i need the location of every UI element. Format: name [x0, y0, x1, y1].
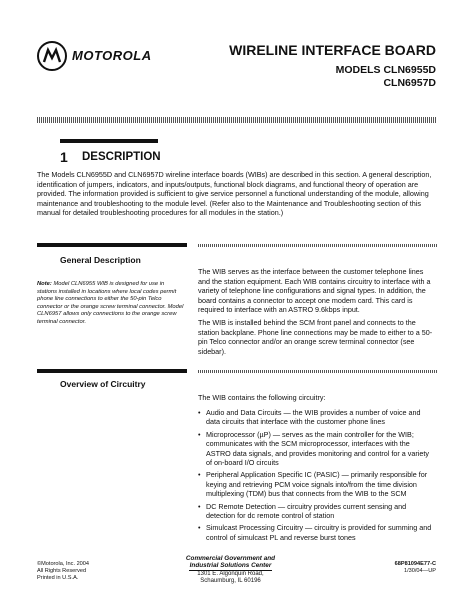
motorola-m-icon: [37, 41, 67, 71]
overview-list-container: [198, 408, 436, 545]
list-item: • Simulcast Processing Circuitry — circuitry is provided for summing and control of simulcast PL and reverse burst tones: [198, 523, 436, 542]
overview-rule: [37, 369, 187, 373]
header-divider: [37, 117, 437, 123]
sidebar-note: [37, 281, 185, 327]
center-title-1: Commercial Government and: [185, 555, 276, 562]
models-line-2: CLN6957D: [383, 77, 436, 89]
overview-lead: The WIB contains the following circuitry:: [198, 393, 326, 402]
note-label: Note:: [37, 281, 52, 287]
general-description-para-1: The WIB serves as the interface between the customer telephone lines and the station equipment. Each WIB contains circuitry to interface with a variety of telephone line configurations and signal types. In addition, the board contains a connector to accept one modem card. This card is required to interface with an ASTRO 9.6kbps input.: [198, 267, 431, 315]
models-line-1: MODELS CLN6955D: [335, 64, 436, 76]
list-item: • Audio and Data Circuits — the WIB provides a number of voice and data circuits that interface with the customer phone lines: [198, 408, 436, 427]
center-address: 1301 E. Algonquin Road, Schaumburg, IL 60196: [197, 571, 264, 584]
footer-copyright: [37, 561, 89, 582]
general-description-hatch: [198, 244, 437, 247]
general-description-rule: [37, 243, 187, 247]
section-rule: [60, 139, 158, 143]
section-title: DESCRIPTION: [82, 151, 161, 163]
note-text: Model CLN6955 WIB is designed for use in stations installed in locations where local codes permit phone line connections to either the 50-pin Telco connector or the orange screw terminal connector. Model CLN6957 allows only connections to the orange screw terminal connector.: [37, 281, 184, 325]
general-description-para-2: The WIB is installed behind the SCM front panel and connects to the station backplane. Phone line connections may be made to either to a 50-pin Telco connector and/or an orange screw terminal connector (see sidebar).: [198, 318, 433, 356]
printed-text: Printed in U.S.A.: [37, 575, 79, 581]
doc-number: 68P81094E77-C: [394, 561, 436, 567]
doc-date: 1/30/04—UP: [403, 568, 436, 574]
brand-name: MOTOROLA: [72, 48, 152, 63]
footer-center: [183, 555, 278, 585]
section-number: 1: [60, 149, 68, 165]
overview-heading: Overview of Circuitry: [60, 379, 146, 389]
list-item: • Peripheral Application Specific IC (PASIC) — primarily responsible for keying and retrieving PCM voice signals into/from the time division multiplexing (TDM) bus that connects from the WIB to the SCM: [198, 470, 436, 498]
list-item: • Microprocessor (µP) — serves as the main controller for the WIB; communicates with the SCM microprocessor, interfaces with the ASTRO data signals, and provides monitoring and control for a variety of on-board I/O circuits: [198, 430, 436, 468]
footer-doc-info: [395, 561, 436, 575]
list-item: • DC Remote Detection — circuitry provides current sensing and detection for dc remote control of station: [198, 502, 436, 521]
center-title-2: Industrial Solutions Center: [189, 562, 272, 569]
overview-list: [198, 408, 436, 542]
document-title: WIRELINE INTERFACE BOARD: [229, 42, 436, 58]
copyright-text: ©Motorola, Inc. 2004: [37, 561, 90, 567]
overview-hatch: [198, 370, 437, 373]
general-description-heading: General Description: [60, 255, 141, 265]
rights-text: All Rights Reserved: [37, 568, 87, 574]
section-intro: The Models CLN6955D and CLN6957D wireline interface boards (WIBs) are described in this section. A general description, identification of jumpers, indicators, and inputs/outputs, functional block diagrams, and functional theory of operation are provided. The information provided is sufficient to give service personnel a functional understanding of the module, allowing maintenance and troubleshooting to the module level. (Refer also to the Maintenance and Troubleshooting section of this manual for detailed troubleshooting procedures for all modules in the station.): [37, 170, 432, 218]
